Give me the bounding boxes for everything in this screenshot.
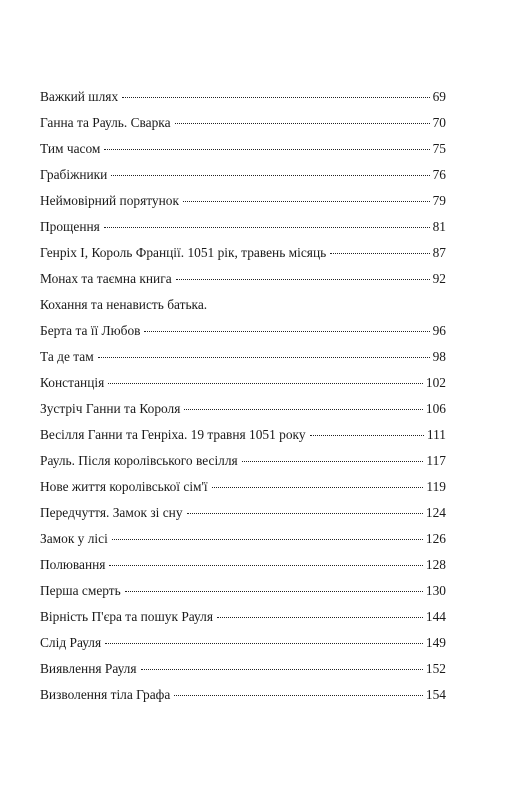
toc-entry <box>40 452 446 478</box>
toc-entry-page: 144 <box>425 609 446 624</box>
toc-entry <box>40 322 446 348</box>
toc-entry-title: Тим часом <box>40 141 101 156</box>
table-of-contents <box>40 88 446 712</box>
toc-entry <box>40 114 446 140</box>
toc-entry-title: Вірність П'єра та пошук Рауля <box>40 609 213 624</box>
toc-entry-title: Передчуття. Замок зі сну <box>40 505 183 520</box>
toc-entry-title: Констанція <box>40 375 105 390</box>
toc-entry <box>40 530 446 556</box>
toc-entry <box>40 348 446 374</box>
toc-entry-title: Прощення <box>40 219 100 234</box>
toc-leader-dots <box>176 279 430 280</box>
toc-leader-dots <box>174 695 423 696</box>
toc-entry <box>40 504 446 530</box>
toc-entry-title: Нове життя королівської сім'ї <box>40 479 208 494</box>
toc-entry <box>40 374 446 400</box>
toc-entry-page: 98 <box>432 349 446 364</box>
toc-entry-title: Генріх І, Король Франції. 1051 рік, травень місяць <box>40 245 327 260</box>
toc-entry-page: 130 <box>425 583 446 598</box>
toc-entry-page: 92 <box>432 271 446 286</box>
toc-entry-title: Замок у лісі <box>40 531 108 546</box>
toc-entry-title: Зустріч Ганни та Короля <box>40 401 181 416</box>
toc-entry-page: 70 <box>432 115 446 130</box>
toc-entry-title: Рауль. Після королівського весілля <box>40 453 238 468</box>
toc-entry-page: 119 <box>426 479 446 494</box>
toc-entry <box>40 296 446 322</box>
toc-leader-dots <box>144 331 429 332</box>
toc-leader-dots <box>108 383 423 384</box>
toc-entry-page: 154 <box>425 687 446 702</box>
toc-entry-title: Кохання та ненависть батька. <box>40 297 208 312</box>
toc-entry-page: 128 <box>425 557 446 572</box>
toc-entry <box>40 400 446 426</box>
toc-entry-title: Та де там <box>40 349 94 364</box>
toc-leader-dots <box>330 253 429 254</box>
toc-leader-dots <box>111 175 429 176</box>
toc-entry <box>40 660 446 686</box>
toc-entry-title: Ганна та Рауль. Сварка <box>40 115 171 130</box>
toc-entry-page: 69 <box>432 89 446 104</box>
toc-entry <box>40 192 446 218</box>
toc-leader-dots <box>112 539 423 540</box>
toc-entry-title: Грабіжники <box>40 167 108 182</box>
toc-leader-dots <box>141 669 423 670</box>
toc-entry <box>40 634 446 660</box>
toc-entry <box>40 88 446 114</box>
toc-leader-dots <box>125 591 423 592</box>
toc-leader-dots <box>217 617 423 618</box>
toc-entry-page: 152 <box>425 661 446 676</box>
toc-entry <box>40 218 446 244</box>
toc-leader-dots <box>109 565 422 566</box>
toc-leader-dots <box>183 201 430 202</box>
toc-entry <box>40 166 446 192</box>
toc-entry-page: 81 <box>432 219 446 234</box>
toc-entry-title: Неймовірний порятунок <box>40 193 179 208</box>
toc-leader-dots <box>175 123 430 124</box>
toc-entry <box>40 140 446 166</box>
toc-entry-title: Берта та її Любов <box>40 323 141 338</box>
toc-entry-page: 76 <box>432 167 446 182</box>
toc-leader-dots <box>310 435 424 436</box>
toc-entry <box>40 608 446 634</box>
toc-leader-dots <box>98 357 430 358</box>
toc-entry <box>40 244 446 270</box>
toc-entry-page: 102 <box>425 375 446 390</box>
toc-entry-title: Визволення тіла Графа <box>40 687 171 702</box>
toc-entry-page: 124 <box>425 505 446 520</box>
toc-entry <box>40 582 446 608</box>
toc-entry-title: Перша смерть <box>40 583 121 598</box>
toc-entry <box>40 478 446 504</box>
toc-entry-page: 87 <box>432 245 446 260</box>
toc-entry-title: Монах та таємна книга <box>40 271 172 286</box>
toc-entry-title: Виявлення Рауля <box>40 661 137 676</box>
toc-entry-page: 111 <box>426 427 446 442</box>
toc-leader-dots <box>105 643 423 644</box>
toc-entry-title: Слід Рауля <box>40 635 102 650</box>
toc-entry-title: Весілля Ганни та Генріха. 19 травня 1051 року <box>40 427 306 442</box>
toc-entry <box>40 686 446 712</box>
toc-leader-dots <box>104 227 430 228</box>
toc-leader-dots <box>184 409 423 410</box>
toc-entry-page: 149 <box>425 635 446 650</box>
toc-leader-dots <box>187 513 423 514</box>
toc-leader-dots <box>122 97 429 98</box>
toc-entry-page: 126 <box>425 531 446 546</box>
toc-entry-title: Важкий шлях <box>40 89 119 104</box>
toc-entry-page: 106 <box>425 401 446 416</box>
toc-leader-dots <box>104 149 429 150</box>
toc-entry-page: 79 <box>432 193 446 208</box>
toc-entry-page: 117 <box>426 453 446 468</box>
toc-leader-dots <box>212 487 424 488</box>
toc-leader-dots <box>242 461 424 462</box>
toc-entry <box>40 270 446 296</box>
toc-entry-page: 75 <box>432 141 446 156</box>
toc-entry <box>40 426 446 452</box>
toc-entry <box>40 556 446 582</box>
toc-entry-page: 96 <box>432 323 446 338</box>
toc-entry-title: Полювання <box>40 557 106 572</box>
